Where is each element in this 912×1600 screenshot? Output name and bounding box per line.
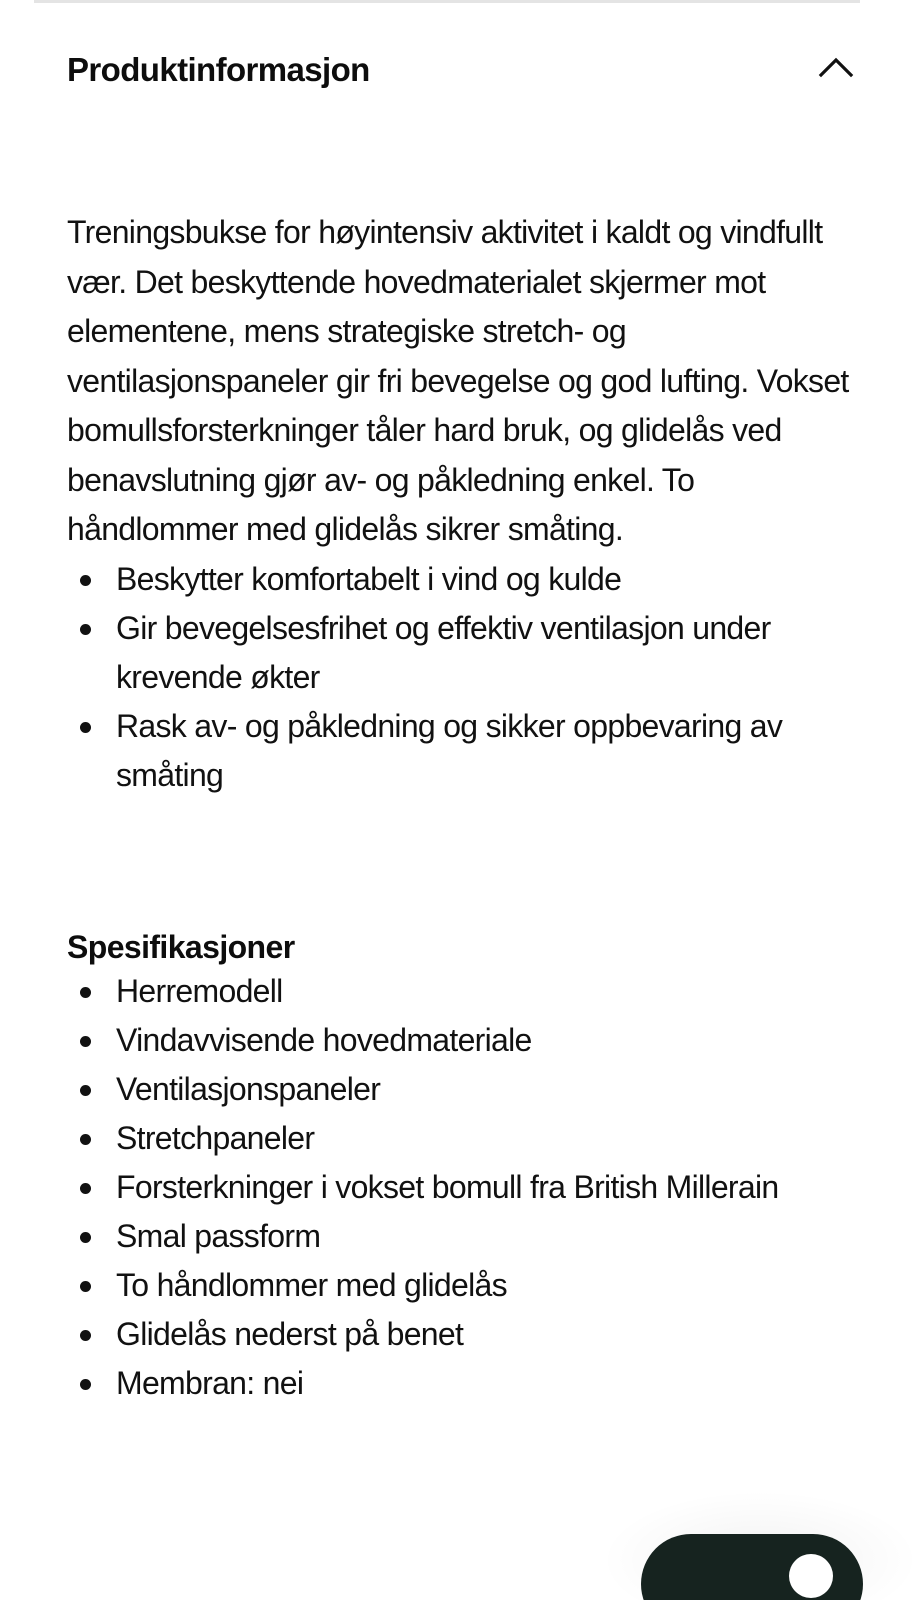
bullet-icon: [80, 1036, 91, 1047]
spec-item: Herremodell: [67, 967, 857, 1016]
bullet-icon: [80, 1281, 91, 1292]
product-description: Treningsbukse for høyintensiv aktivitet i kaldt og vindfullt vær. Det beskyttende hovedmaterialet skjermer mot elementene, mens strategiske stretch- og ventilasjonspaneler gir fri bevegelse og god lufting. Vokset bomullsforsterkninger tåler hard bruk, og glidelås ved benavslutning gjør av- og påkledning enkel. To håndlommer med glidelås sikrer småting.: [67, 214, 849, 547]
bullet-icon: [80, 1330, 91, 1341]
feature-list: [67, 555, 857, 800]
accordion-title: Produktinformasjon: [67, 51, 370, 88]
spec-item: Membran: nei: [67, 1359, 857, 1408]
bullet-icon: [80, 575, 91, 586]
bullet-icon: [80, 1232, 91, 1243]
bullet-icon: [80, 1134, 91, 1145]
spec-item: To håndlommer med glidelås: [67, 1261, 857, 1310]
spec-item: Smal passform: [67, 1212, 857, 1261]
accordion-toggle-produktinformasjon[interactable]: [67, 40, 860, 100]
bullet-icon: [80, 987, 91, 998]
bullet-icon: [80, 722, 91, 733]
bullet-icon: [80, 624, 91, 635]
floating-chat-button[interactable]: [641, 1534, 863, 1600]
chevron-up-icon[interactable]: [816, 47, 856, 87]
spec-item: Vindavvisende hovedmateriale: [67, 1016, 857, 1065]
bullet-icon: [80, 1085, 91, 1096]
spec-item: Ventilasjonspaneler: [67, 1065, 857, 1114]
spec-item: Stretchpaneler: [67, 1114, 857, 1163]
section-divider: [34, 0, 860, 3]
bullet-icon: [80, 1183, 91, 1194]
accordion-content: [67, 208, 857, 1408]
bullet-icon: [80, 1379, 91, 1390]
specifications-list: [67, 967, 857, 1408]
feature-item: Rask av- og påkledning og sikker oppbevaring av småting: [67, 702, 857, 800]
feature-item: Beskytter komfortabelt i vind og kulde: [67, 555, 857, 604]
chat-icon: [789, 1554, 833, 1598]
feature-item: Gir bevegelsesfrihet og effektiv ventilasjon under krevende økter: [67, 604, 857, 702]
spec-item: Glidelås nederst på benet: [67, 1310, 857, 1359]
specifications-heading: Spesifikasjoner: [67, 928, 295, 965]
spec-item: Forsterkninger i vokset bomull fra British Millerain: [67, 1163, 857, 1212]
